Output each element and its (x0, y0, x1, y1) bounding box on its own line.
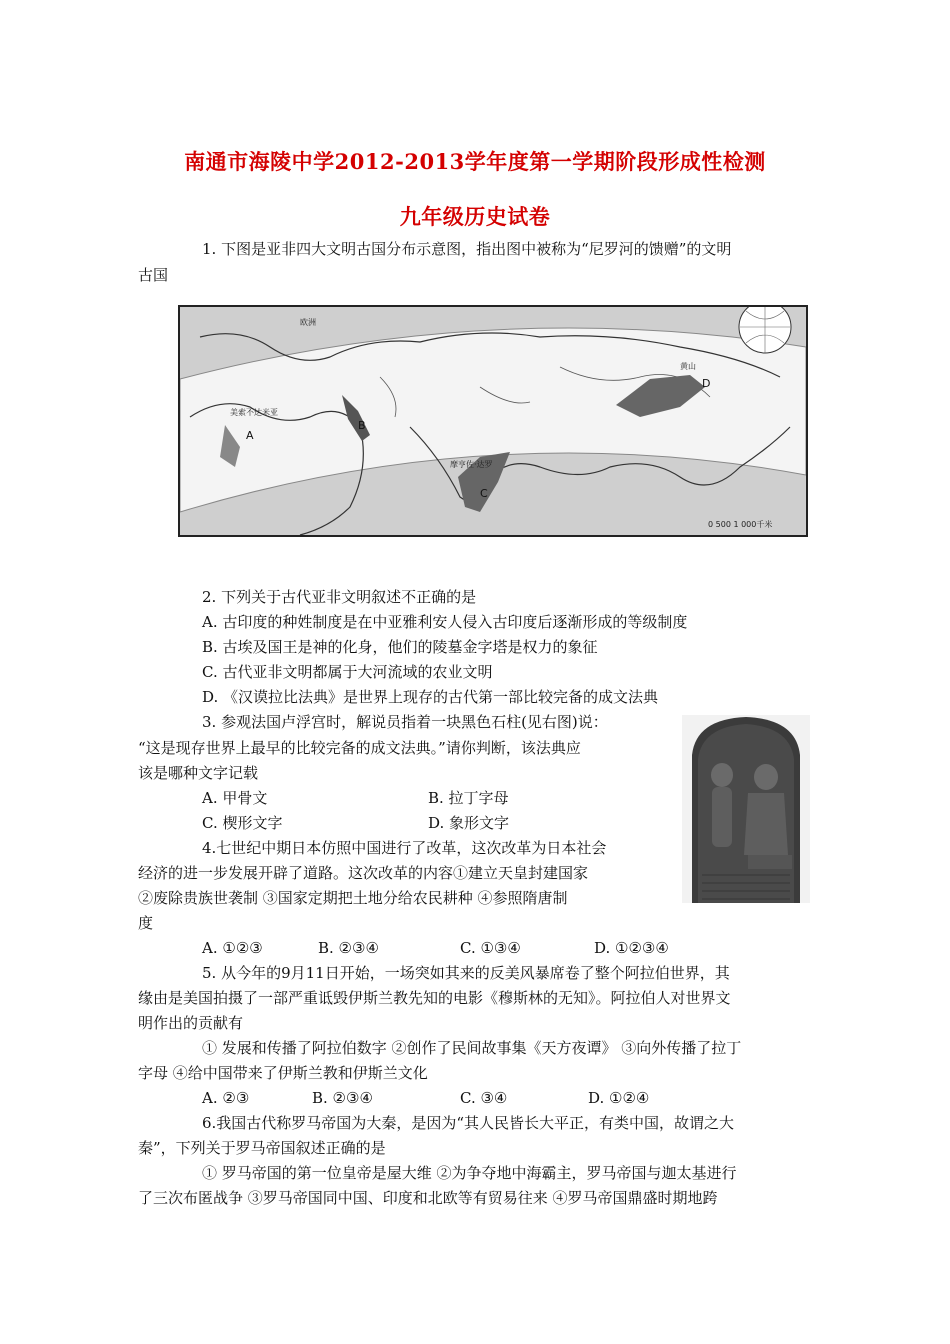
q6-stem-line2: 秦”，下列关于罗马帝国叙述正确的是 (138, 1139, 386, 1157)
q3-stem-line3: 该是哪种文字记载 (138, 764, 259, 782)
q3-option-c: C. 楔形文字 (202, 814, 283, 832)
svg-text:欧洲: 欧洲 (300, 318, 316, 327)
q2-stem: 2. 下列关于古代亚非文明叙述不正确的是 (202, 588, 477, 606)
q4-stem-line1: 4.七世纪中期日本仿照中国进行了改革，这次改革为日本社会 (202, 839, 607, 857)
q1-stem-line2: 古国 (138, 266, 169, 284)
q2-option-b: B. 古埃及国王是神的化身，他们的陵墓金字塔是权力的象征 (202, 638, 598, 656)
svg-text:摩亨佐·达罗: 摩亨佐·达罗 (450, 460, 493, 469)
q4-option-c: C. ①③④ (460, 939, 521, 957)
q2-option-a: A. 古印度的种姓制度是在中亚雅利安人侵入古印度后逐渐形成的等级制度 (202, 613, 688, 631)
q2-option-d: D. 《汉谟拉比法典》是世界上现存的古代第一部比较完备的成文法典 (202, 688, 659, 706)
exam-subtitle: 九年级历史试卷 (399, 204, 551, 229)
q3-option-b: B. 拉丁字母 (428, 789, 509, 807)
q6-stem-line3: ① 罗马帝国的第一位皇帝是屋大维 ②为争夺地中海霸主，罗马帝国与迦太基进行 (202, 1164, 737, 1182)
q6-stem-line4: 了三次布匿战争 ③罗马帝国同中国、印度和北欧等有贸易往来 ④罗马帝国鼎盛时期地跨 (138, 1189, 718, 1207)
q4-option-d: D. ①②③④ (594, 939, 669, 957)
q3-stem-line1: 3. 参观法国卢浮宫时，解说员指着一块黑色石柱(见右图)说： (202, 713, 608, 731)
q5-option-c: C. ③④ (460, 1089, 508, 1107)
q4-option-b: B. ②③④ (318, 939, 379, 957)
q5-option-d: D. ①②④ (588, 1089, 650, 1107)
civilizations-map (178, 305, 808, 537)
svg-text:B: B (358, 419, 366, 432)
svg-text:0 500 1 000千米: 0 500 1 000千米 (708, 520, 773, 529)
q3-option-d: D. 象形文字 (428, 814, 510, 832)
exam-title: 南通市海陵中学2012-2013学年度第一学期阶段形成性检测 (184, 149, 766, 174)
hammurabi-stele-image (682, 715, 810, 903)
q1-stem-line1: 1. 下图是亚非四大文明古国分布示意图，指出图中被称为“尼罗河的馈赠”的文明 (202, 240, 732, 258)
svg-text:美索不达米亚: 美索不达米亚 (230, 408, 278, 417)
q6-stem-line1: 6.我国古代称罗马帝国为大秦，是因为“其人民皆长大平正，有类中国，故谓之大 (202, 1114, 734, 1132)
svg-text:C: C (480, 487, 488, 500)
q3-option-a: A. 甲骨文 (202, 789, 268, 807)
q5-stem-line4: ① 发展和传播了阿拉伯数字 ②创作了民间故事集《天方夜谭》 ③向外传播了拉丁 (202, 1039, 742, 1057)
q4-stem-line3: ②废除贵族世袭制 ③国家定期把土地分给农民耕种 ④参照隋唐制 (138, 889, 568, 907)
q5-option-b: B. ②③④ (312, 1089, 373, 1107)
q5-stem-line5: 字母 ④给中国带来了伊斯兰教和伊斯兰文化 (138, 1064, 428, 1082)
map-graphic (180, 307, 806, 535)
q4-option-a: A. ①②③ (202, 939, 263, 957)
q4-stem-line4: 度 (138, 914, 154, 932)
svg-text:D: D (702, 377, 711, 390)
q4-stem-line2: 经济的进一步发展开辟了道路。这次改革的内容①建立天皇封建国家 (138, 864, 589, 882)
q2-option-c: C. 古代亚非文明都属于大河流域的农业文明 (202, 663, 493, 681)
q5-stem-line2: 缘由是美国拍摄了一部严重诋毁伊斯兰教先知的电影《穆斯林的无知》。阿拉伯人对世界文 (138, 989, 731, 1007)
q3-stem-line2: “这是现存世界上最早的比较完备的成文法典。”请你判断，该法典应 (138, 739, 581, 757)
q5-stem-line3: 明作出的贡献有 (138, 1014, 244, 1032)
q5-option-a: A. ②③ (202, 1089, 250, 1107)
q5-stem-line1: 5. 从今年的9月11日开始，一场突如其来的反美风暴席卷了整个阿拉伯世界，其 (202, 964, 730, 982)
svg-text:A: A (246, 429, 254, 442)
svg-text:黄山: 黄山 (680, 362, 696, 371)
